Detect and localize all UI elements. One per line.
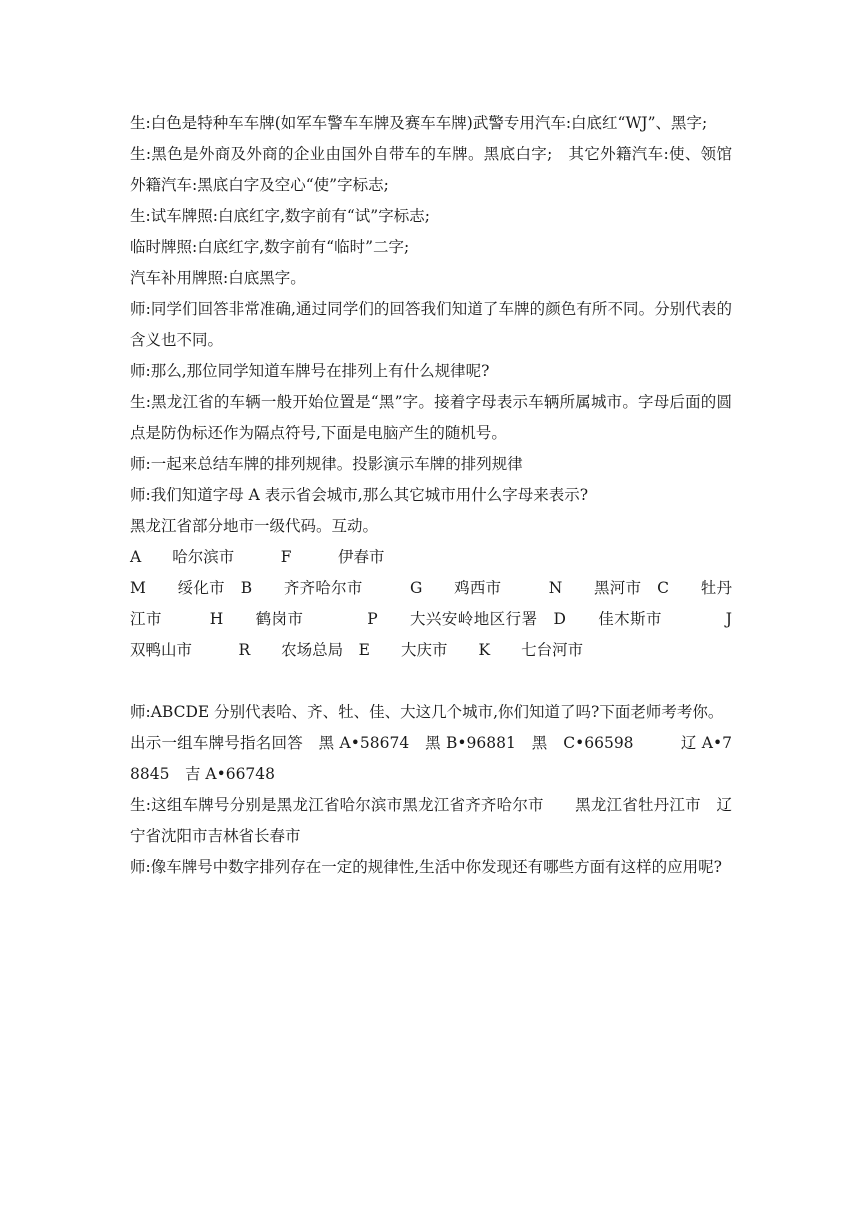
paragraph-student-plate-answer: 生:这组车牌号分别是黑龙江省哈尔滨市黑龙江省齐齐哈尔市 黑龙江省牡丹江市 辽宁省沈阳市吉林省长春市 (130, 796, 732, 845)
city-code-block: M 绥化市 B 齐齐哈尔市 G 鸡西市 N 黑河市 C 牡丹江市 H 鹤岗市 P 大兴安岭地区行署 D 佳木斯市 J 双鸭山市 R 农场总局 E 大庆市 K 七台河市 (130, 579, 764, 659)
paragraph-plate-examples: 出示一组车牌号指名回答 黑 A•58674 黑 B•96881 黑 C•66598 辽 A•78845 吉 A•66748 (130, 734, 732, 783)
paragraph-black-plate: 生:黑色是外商及外商的企业由国外自带车的车牌。黑底白字; 其它外籍汽车:使、领馆外籍汽车:黑底白字及空心“使”字标志; (130, 145, 732, 194)
paragraph-temporary-plate: 临时牌照:白底红字,数字前有“临时”二字; (130, 238, 410, 256)
paragraph-teacher-abcde: 师:ABCDE 分别代表哈、齐、牡、佳、大这几个城市,你们知道了吗?下面老师考考你。 (130, 703, 724, 721)
paragraph-city-codes-intro: 黑龙江省部分地市一级代码。互动。 (130, 517, 379, 535)
document-body (130, 108, 764, 883)
paragraph-student-answer: 生:黑龙江省的车辆一般开始位置是“黑”字。接着字母表示车辆所属城市。字母后面的圆点是防伪标还作为隔点符号,下面是电脑产生的随机号。 (130, 393, 732, 442)
paragraph-white-plate: 生:白色是特种车车牌(如军车警车车牌及赛车车牌)武警专用汽车:白底红“WJ”、黑字; (130, 114, 708, 132)
paragraph-teacher-praise: 师:同学们回答非常准确,通过同学们的回答我们知道了车牌的颜色有所不同。分别代表的含义也不同。 (130, 300, 732, 349)
paragraph-teacher-question: 师:那么,那位同学知道车牌号在排列上有什么规律呢? (130, 362, 490, 380)
paragraph-spare-plate: 汽车补用牌照:白底黑字。 (130, 269, 306, 287)
city-code-line-1: A 哈尔滨市 F 伊春市 (130, 548, 385, 566)
paragraph-teacher-application: 师:像车牌号中数字排列存在一定的规律性,生活中你发现还有哪些方面有这样的应用呢? (130, 858, 722, 876)
paragraph-teacher-letters: 师:我们知道字母 A 表示省会城市,那么其它城市用什么字母来表示? (130, 486, 589, 504)
paragraph-test-plate: 生:试车牌照:白底红字,数字前有“试”字标志; (130, 207, 430, 225)
blank-line (130, 666, 732, 697)
paragraph-teacher-summary: 师:一起来总结车牌的排列规律。投影演示车牌的排列规律 (130, 455, 523, 473)
